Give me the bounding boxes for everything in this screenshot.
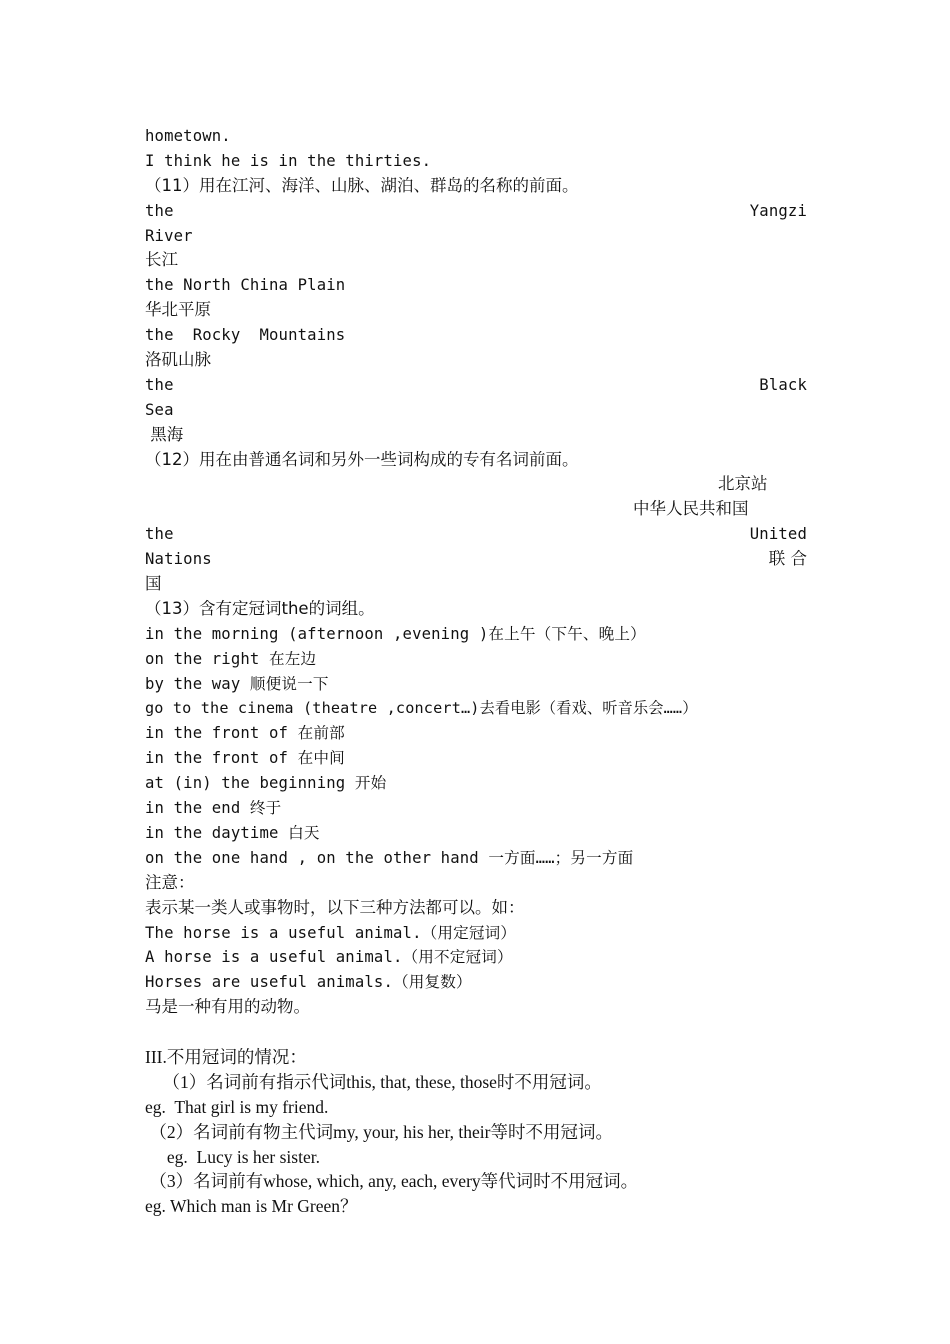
text-line: the North China Plain (145, 276, 346, 295)
text-fragment: United (749, 525, 807, 544)
section-heading-12: （12）用在由普通名词和另外一些词构成的专有名词前面。 (145, 449, 579, 469)
note-label: 注意： (145, 872, 195, 892)
text-line: 华北平原 (145, 300, 211, 320)
text-line: 黑海 (145, 424, 184, 444)
text-line: 国 (145, 574, 162, 594)
text-fragment: 中华人民共和国 (633, 499, 749, 519)
justified-line (145, 373, 807, 398)
text-line: at (in) the beginning 开始 (145, 774, 387, 793)
text-fragment: Black (759, 375, 807, 394)
text-line: in the front of 在中间 (145, 749, 345, 768)
text-line: go to the cinema (theatre ,concert…)去看电影（看戏、听音乐会……） (145, 699, 698, 718)
text-line: 长江 (145, 250, 178, 270)
text-line: 表示某一类人或事物时，以下三种方法都可以。如： (145, 897, 525, 917)
example-line: Horses are useful animals.（用复数） (145, 973, 472, 992)
term-row (145, 472, 807, 497)
text-fragment: Nations (145, 550, 212, 569)
text-line: 马是一种有用的动物。 (145, 997, 310, 1017)
text-line: （1）名词前有指示代词this, that, these, those时不用冠词。 (145, 1071, 602, 1092)
text-line: on the one hand , on the other hand 一方面……；另一方面 (145, 848, 634, 867)
text-line: River (145, 226, 193, 245)
text-line: Sea (145, 400, 174, 419)
text-line: （2）名词前有物主代词my, your, his her, their等时不用冠词。 (145, 1121, 613, 1142)
text-line: in the end 终于 (145, 799, 282, 818)
justified-line (145, 547, 807, 572)
example-line: A horse is a useful animal.（用不定冠词） (145, 948, 513, 967)
text-fragment: Yangzi (749, 201, 807, 220)
text-line: I think he is in the thirties. (145, 151, 432, 170)
text-fragment: the (145, 375, 174, 394)
text-fragment: the (145, 201, 174, 220)
blank-line (145, 1020, 807, 1045)
text-line: the Rocky Mountains (145, 326, 346, 345)
justified-line (145, 522, 807, 547)
text-fragment: the (145, 525, 174, 544)
section-heading-11: （11）用在江河、海洋、山脉、湖泊、群岛的名称的前面。 (145, 175, 579, 195)
text-line: in the daytime 白天 (145, 823, 320, 842)
text-line: on the right 在左边 (145, 649, 317, 668)
text-line: hometown. (145, 127, 231, 145)
document-page (145, 124, 807, 1219)
justified-line (145, 199, 807, 224)
example-line: eg. Which man is Mr Green？ (145, 1196, 358, 1217)
example-line: eg. That girl is my friend. (145, 1096, 329, 1117)
section-heading-13: （13）含有定冠词the的词组。 (145, 598, 375, 618)
example-line: eg. Lucy is her sister. (145, 1146, 320, 1167)
term-row (145, 497, 807, 522)
text-line: 洛矶山脉 (145, 350, 211, 370)
text-fragment: 北京站 (718, 474, 768, 494)
text-fragment: 联 合 (768, 549, 807, 569)
text-line: by the way 顺便说一下 (145, 674, 329, 693)
text-line: （3）名词前有whose, which, any, each, every等代词时不用冠词。 (145, 1171, 639, 1192)
section-heading-iii: III.不用冠词的情况： (145, 1046, 307, 1067)
text-line: in the morning (afternoon ,evening )在上午（下午、晚上） (145, 624, 646, 643)
example-line: The horse is a useful animal.（用定冠词） (145, 923, 517, 942)
text-line: in the front of 在前部 (145, 724, 345, 743)
